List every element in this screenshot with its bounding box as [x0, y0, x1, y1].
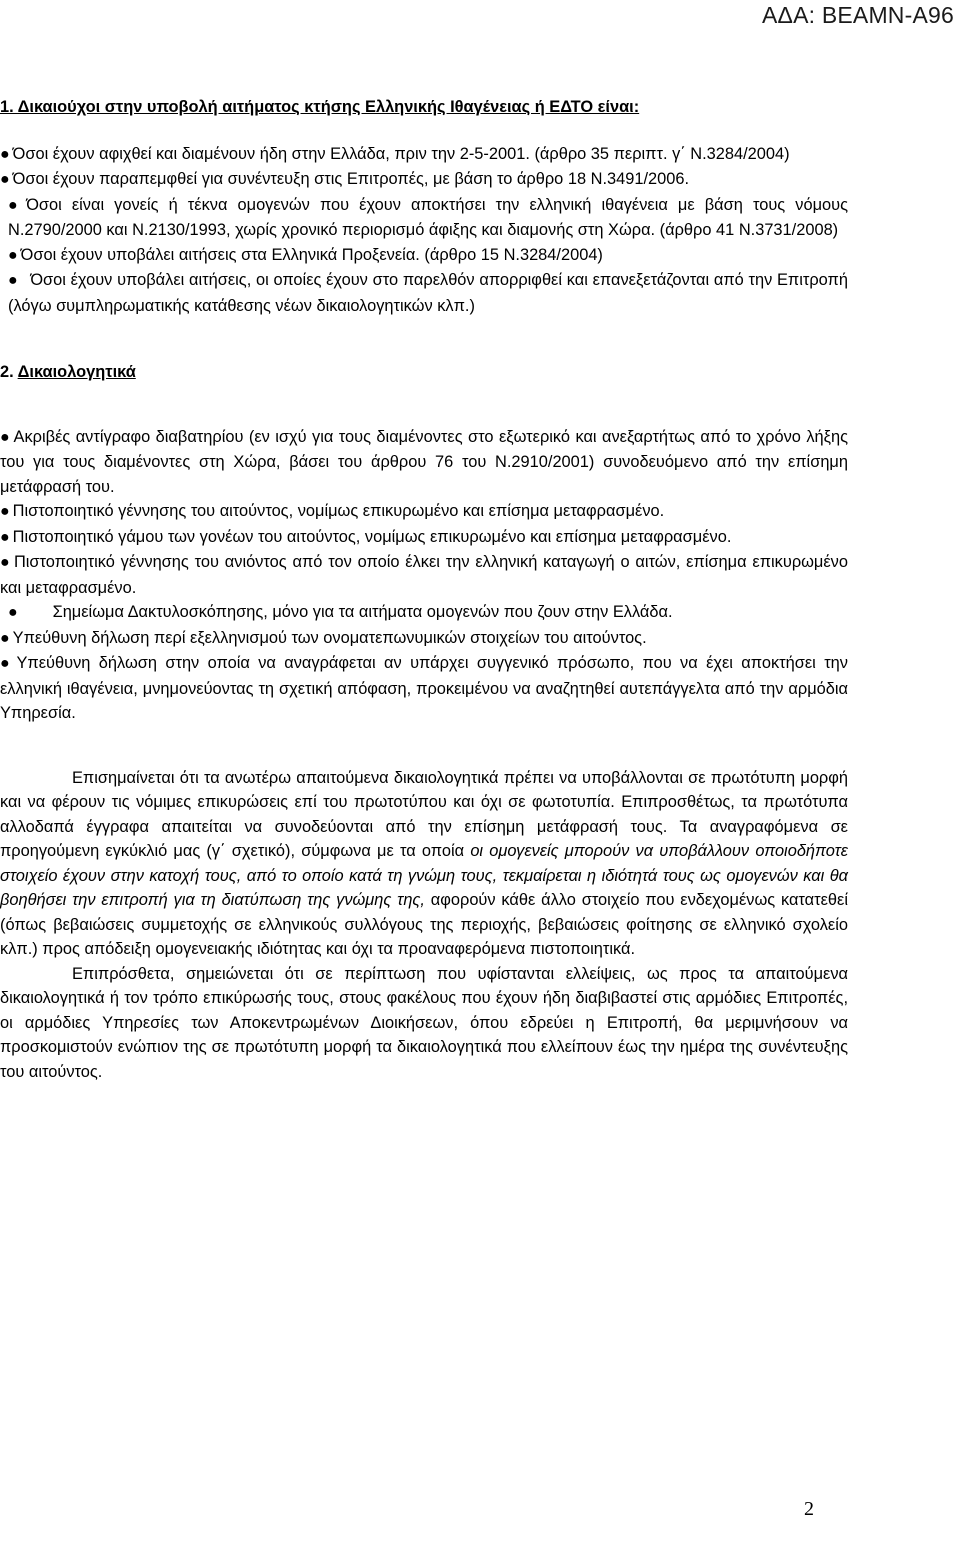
bullet-icon: ●: [0, 171, 10, 188]
bullet-icon: ●: [0, 655, 14, 672]
bullet-icon: ●: [0, 528, 10, 546]
bullet-icon: ●: [0, 554, 11, 571]
section2-title: 2. Δικαιολογητικά: [0, 363, 136, 381]
page-number: 2: [804, 1498, 814, 1520]
paragraph-deficiencies: Επιπρόσθετα, σημειώνεται ότι σε περίπτωση που υφίστανται ελλείψεις, ως προς τα απαιτούμενα δικαιολογητικά ή τον τρόπο επικύρωσής τους, στους φακέλους που έχουν ήδη διαβιβαστεί στις αρμόδιες Επιτροπές, οι αρμόδιες Υπηρεσίες των Αποκεντρωμένων Διοικήσεων, όπου εδρεύει η Επιτροπή, θα μεριμνήσουν να προσκομιστούν ενώπιον της σε πρωτότυπη μορφή τα δικαιολογητικά που ελλείπουν έως την ημέρα της συνέντευξης του αιτούντος.: [0, 964, 848, 1081]
list-item: ● Σημείωμα Δακτυλοσκόπησης, μόνο για τα αιτήματα ομογενών που ζουν στην Ελλάδα.: [8, 603, 673, 621]
bullet-icon: ●: [8, 196, 24, 214]
bullet-icon: ●: [0, 145, 10, 163]
list-item: ● Όσοι έχουν υποβάλει αιτήσεις στα Ελληνικά Προξενεία. (άρθρο 15 Ν.3284/2004): [8, 245, 603, 264]
paragraph-notice: Επισημαίνεται ότι τα ανωτέρω απαιτούμενα δικαιολογητικά πρέπει να υποβάλλονται σε πρωτότυπη μορφή και να φέρουν τις νόμιμες επικυρώσεις επί του πρωτοτύπου και όχι σε φωτοτυπία. Επιπροσθέτως, τα πρωτότυπα αλλοδαπά έγγραφα απαιτείται να συνοδεύονται από την επίσημη μετάφρασή τους. Τα αναγραφόμενα σε προηγούμενη εγκύκλιό μας (γ΄ σχετικό), σύμφωνα με τα οποία οι ομογενείς μπορούν να υποβάλλουν οποιοδήποτε στοιχείο έχουν στην κατοχή τους, από το οποίο κατά τη γνώμη τους, τεκμαίρεται η ιδιότητά τους ως ομογενών και θα βοηθήσει την επιτροπή για τη διατύπωση της γνώμης της, αφορούν κάθε άλλο στοιχείο που ενδεχομένως κατατεθεί (όπως βεβαιώσεις συμμετοχής σε ελληνικούς συλλόγους της περιοχής, βεβαιώσεις φοίτησης σε ελληνικό σχολείο κλπ.) προς απόδειξη ομογενειακής ιδιότητας και όχι τα προαναφερόμενα πιστοποιητικά.: [0, 768, 848, 958]
list-item: ● Όσοι έχουν αφιχθεί και διαμένουν ήδη στην Ελλάδα, πριν την 2-5-2001. (άρθρο 35 περιπτ. γ΄ Ν.3284/2004): [0, 144, 790, 163]
list-item: ● Υπεύθυνη δήλωση περί εξελληνισμού των ονοματεπωνυμικών στοιχείων του αιτούντος.: [0, 628, 647, 647]
bullet-icon: ●: [0, 428, 11, 446]
bullet-icon: ●: [0, 629, 10, 647]
list-item: ● Όσοι έχουν παραπεμφθεί για συνέντευξη στις Επιτροπές, με βάση το άρθρο 18 Ν.3491/2006.: [0, 170, 690, 188]
list-item: ● Όσοι είναι γονείς ή τέκνα ομογενών που έχουν αποκτήσει την ελληνική ιθαγένεια με βάση τους νόμους Ν.2790/2000 και Ν.2130/1993, χωρίς χρονικό περιορισμό άφιξης και διαμονής στη Χώρα. (άρθρο 41 Ν.3731/2008): [8, 195, 848, 239]
list-item: ● Όσοι έχουν υποβάλει αιτήσεις, οι οποίες έχουν στο παρελθόν απορριφθεί και επανεξετάζονται από την Επιτροπή (λόγω συμπληρωματικής κατάθεσης νέων δικαιολογητικών κλπ.): [8, 271, 848, 315]
bullet-icon: ●: [8, 272, 18, 289]
bullet-icon: ●: [0, 503, 10, 520]
bullet-icon: ●: [8, 246, 18, 264]
bullet-icon: ●: [8, 604, 18, 621]
list-item: ● Πιστοποιητικό γάμου των γονέων του αιτούντος, νομίμως επικυρωμένο και επίσημα μεταφρασμένο.: [0, 527, 732, 546]
list-item: ● Πιστοποιητικό γέννησης του ανιόντος από τον οποίο έλκει την ελληνική καταγωγή ο αιτών, επίσημα επικυρωμένο και μεταφρασμένο.: [0, 553, 848, 597]
list-item: ● Υπεύθυνη δήλωση στην οποία να αναγράφεται αν υπάρχει συγγενικό πρόσωπο, που να έχει αποκτήσει την ελληνική ιθαγένεια, μνημονεύοντας τη σχετική απόφαση, προκειμένου να αναζητηθεί αυτεπάγγελτα από την αρμόδια Υπηρεσία.: [0, 654, 848, 722]
list-item: ● Πιστοποιητικό γέννησης του αιτούντος, νομίμως επικυρωμένο και επίσημα μεταφρασμένο.: [0, 502, 665, 520]
list-item: ● Ακριβές αντίγραφο διαβατηρίου (εν ισχύ για τους διαμένοντες στο εξωτερικό και ανεξαρτήτως από το χρόνο λήξης του για τους διαμένοντες στη Χώρα, βάσει του άρθρου 76 του Ν.2910/2001) συνοδευόμενο από την επίσημη μετάφρασή του.: [0, 427, 848, 496]
section1-title: 1. Δικαιούχοι στην υποβολή αιτήματος κτήσης Ελληνικής Ιθαγένειας ή ΕΔΤΟ είναι:: [0, 98, 640, 116]
document-body: [0, 95, 848, 1084]
ada-code: ΑΔΑ: ΒΕΑΜΝ-Α96: [762, 2, 954, 28]
